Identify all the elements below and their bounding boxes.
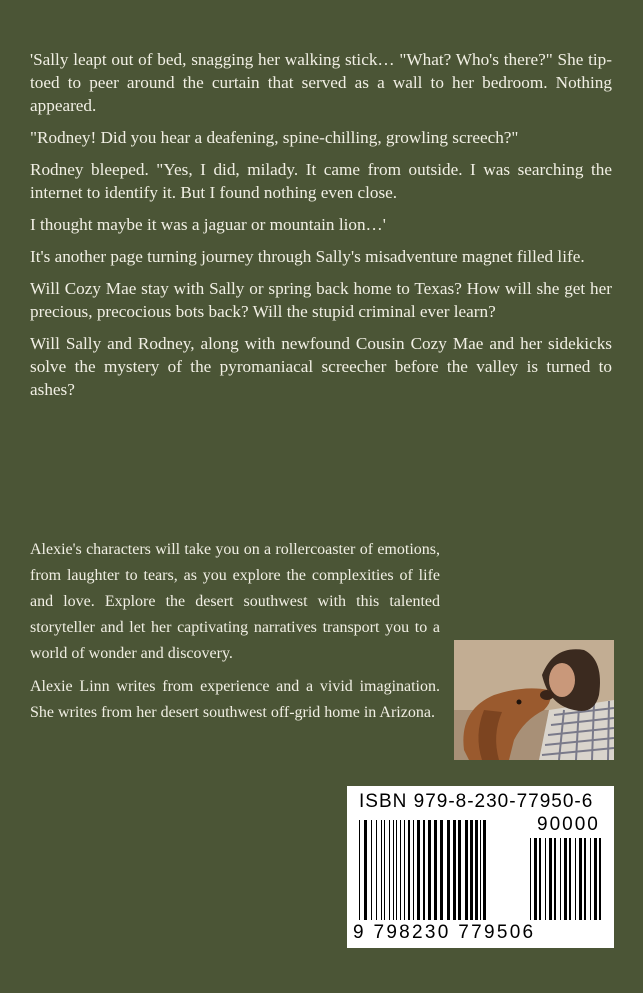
barcode-digits: 9 798230 779506 — [353, 922, 536, 943]
blurb-paragraph: Rodney bleeped. "Yes, I did, milady. It came from outside. I was searching the internet to identify it. But I found nothing even close. — [30, 160, 612, 202]
author-with-dog-image — [454, 640, 614, 760]
author-photo — [454, 640, 614, 760]
blurb-paragraph: It's another page turning journey through Sally's misadventure magnet filled life. — [30, 247, 585, 266]
blurb-paragraph: 'Sally leapt out of bed, snagging her walking stick… "What? Who's there?" She tip-toed to peer around the curtain that served as a wall to her bedroom. Nothing appeared. — [30, 50, 612, 115]
blurb-paragraph: "Rodney! Did you hear a deafening, spine-chilling, growling screech?" — [30, 128, 519, 147]
blurb-paragraph: Will Cozy Mae stay with Sally or spring back home to Texas? How will she get her precious, precocious bots back? Will the stupid criminal ever learn? — [30, 279, 612, 321]
blurb-paragraph: Will Sally and Rodney, along with newfound Cousin Cozy Mae and her sidekicks solve the mystery of the pyromaniacal screecher before the valley is turned to ashes? — [30, 334, 612, 399]
price-code: 90000 — [537, 814, 600, 835]
isbn-label: ISBN 979-8-230-77950-6 — [359, 791, 594, 812]
author-bio-paragraph: Alexie Linn writes from experience and a vivid imagination. She writes from her desert southwest off-grid home in Arizona. — [30, 678, 440, 721]
back-cover-blurb — [30, 48, 612, 410]
author-bio — [30, 537, 440, 733]
blurb-paragraph: I thought maybe it was a jaguar or mountain lion…' — [30, 215, 386, 234]
author-bio-paragraph: Alexie's characters will take you on a rollercoaster of emotions, from laughter to tears, as you explore the complexities of life and love. Explore the desert southwest with this talented storyteller and let her captivating narratives transport you to a world of wonder and discovery. — [30, 541, 440, 662]
isbn-barcode — [347, 786, 614, 948]
